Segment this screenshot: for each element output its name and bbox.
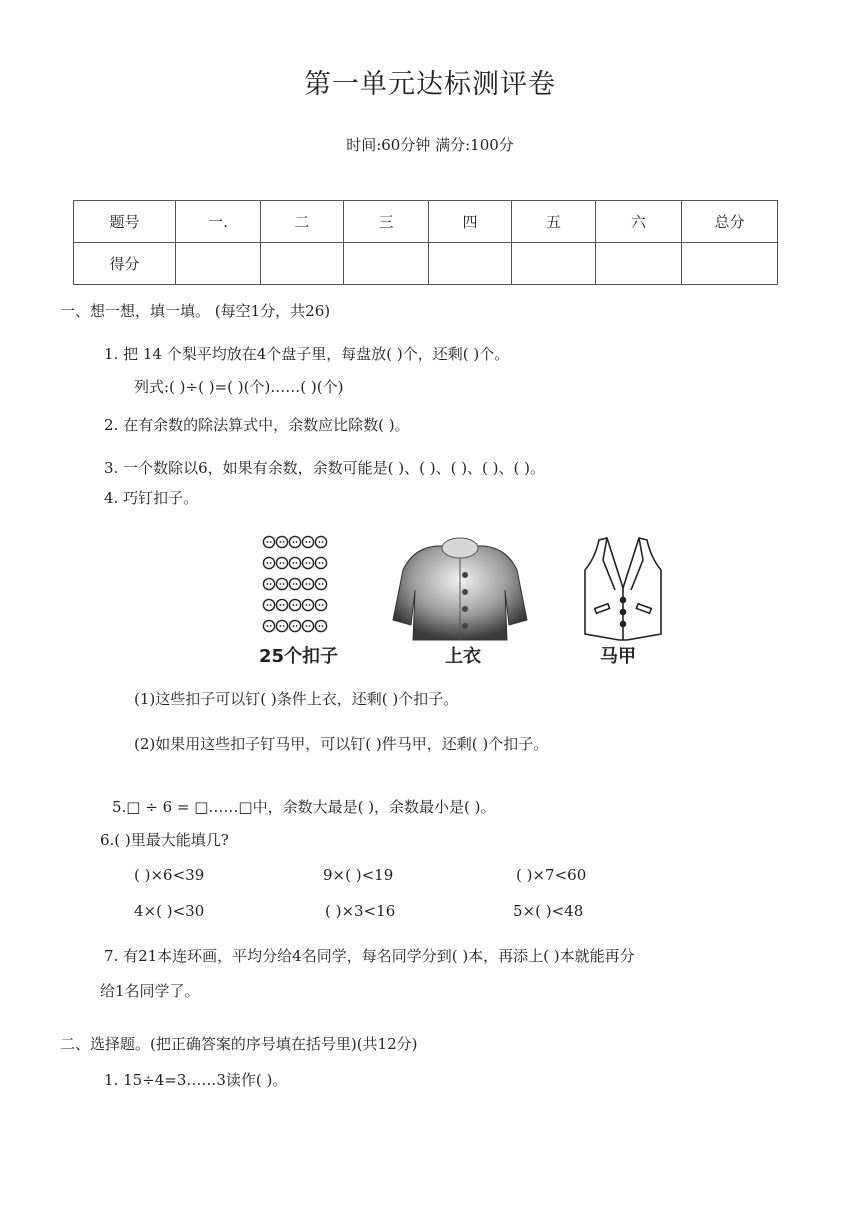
button-hole — [296, 604, 298, 606]
button-hole — [309, 541, 311, 543]
button-dot — [263, 599, 274, 610]
button-dot — [315, 578, 326, 589]
vest-icon — [585, 538, 661, 640]
button-dot — [315, 620, 326, 631]
button-dot — [289, 620, 300, 631]
page-title: 第一单元达标测评卷 — [304, 69, 556, 100]
button-hole — [267, 583, 269, 585]
score-header-cell: 题号 — [74, 201, 176, 243]
score-cell[interactable] — [429, 243, 512, 285]
button-dot — [315, 599, 326, 610]
button-dot — [302, 599, 313, 610]
button-hole — [293, 604, 295, 606]
button-dot — [289, 599, 300, 610]
question-6-item: ( )×6<39 — [134, 866, 205, 884]
button-hole — [309, 583, 311, 585]
caption-coat: 上衣 — [445, 646, 481, 667]
button-hole — [270, 583, 272, 585]
button-dot — [302, 620, 313, 631]
question-6: 6.( )里最大能填几? — [100, 831, 229, 849]
button-hole — [322, 583, 324, 585]
button-hole — [309, 625, 311, 627]
score-header-cell: 二 — [261, 201, 344, 243]
button-dot — [276, 599, 287, 610]
button-hole — [283, 625, 285, 627]
button-dot — [289, 536, 300, 547]
button-hole — [270, 625, 272, 627]
question-6-item: 9×( )<19 — [323, 866, 394, 884]
question-3: 3. 一个数除以6，如果有余数，余数可能是( )、( )、( )、( )、( )。 — [104, 459, 545, 477]
button-dot — [263, 557, 274, 568]
button-hole — [267, 604, 269, 606]
question-7: 7. 有21本连环画，平均分给4名同学，每名同学分到( )本，再添上( )本就能再分 — [104, 947, 635, 965]
button-hole — [280, 625, 282, 627]
question-2: 2. 在有余数的除法算式中，余数应比除数( )。 — [104, 416, 410, 434]
question-7-continued: 给1名同学了。 — [100, 982, 200, 1000]
score-table-score-row — [74, 243, 778, 285]
button-hole — [280, 562, 282, 564]
button-hole — [306, 604, 308, 606]
button-grid-icon — [263, 536, 326, 631]
score-cell[interactable] — [512, 243, 596, 285]
button-hole — [309, 604, 311, 606]
section2-heading: 二、选择题。(把正确答案的序号填在括号里)(共12分) — [60, 1035, 418, 1053]
button-dot — [263, 578, 274, 589]
score-header-cell: 六 — [596, 201, 682, 243]
score-cell[interactable] — [261, 243, 344, 285]
score-header-cell: 三 — [344, 201, 429, 243]
button-hole — [280, 541, 282, 543]
exam-info: 时间:60分钟 满分:100分 — [346, 136, 514, 154]
caption-buttons: 25个扣子 — [259, 646, 339, 667]
button-hole — [296, 625, 298, 627]
score-cell[interactable] — [682, 243, 778, 285]
button-hole — [306, 562, 308, 564]
button-hole — [306, 541, 308, 543]
button-hole — [296, 541, 298, 543]
button-hole — [306, 583, 308, 585]
button-hole — [296, 583, 298, 585]
caption-vest: 马甲 — [600, 646, 636, 667]
button-hole — [296, 562, 298, 564]
question-6-item: 5×( )<48 — [513, 902, 584, 920]
question-1: 1. 把 14 个梨平均放在4个盘子里，每盘放( )个，还剩( )个。 — [104, 345, 510, 363]
score-cell[interactable] — [344, 243, 429, 285]
button-hole — [319, 604, 321, 606]
button-dot — [276, 536, 287, 547]
button-hole — [270, 604, 272, 606]
button-dot — [276, 620, 287, 631]
question-4: 4. 巧钉扣子。 — [104, 489, 199, 507]
score-cell[interactable] — [176, 243, 261, 285]
button-hole — [322, 604, 324, 606]
button-hole — [322, 562, 324, 564]
question-4-2: (2)如果用这些扣子钉马甲，可以钉( )件马甲，还剩( )个扣子。 — [134, 735, 549, 753]
button-dot — [263, 536, 274, 547]
button-dot — [302, 557, 313, 568]
score-header-cell: 一. — [176, 201, 261, 243]
question-6-item: 4×( )<30 — [134, 902, 205, 920]
score-cell[interactable] — [596, 243, 682, 285]
button-dot — [302, 578, 313, 589]
button-hole — [293, 541, 295, 543]
question-5: 5.□ ÷ 6 = □……□中，余数大最是( )，余数最小是( )。 — [112, 798, 496, 816]
button-hole — [319, 625, 321, 627]
button-hole — [270, 541, 272, 543]
score-table — [73, 200, 778, 285]
coat-icon — [393, 538, 527, 640]
section1-heading: 一、想一想，填一填。 (每空1分，共26) — [60, 302, 331, 320]
button-hole — [283, 562, 285, 564]
button-hole — [293, 562, 295, 564]
button-hole — [280, 583, 282, 585]
section2-question-1: 1. 15÷4=3……3读作( )。 — [104, 1071, 288, 1089]
button-hole — [267, 625, 269, 627]
button-hole — [322, 541, 324, 543]
button-dot — [315, 557, 326, 568]
button-hole — [283, 541, 285, 543]
button-hole — [309, 562, 311, 564]
button-dot — [276, 557, 287, 568]
button-dot — [289, 578, 300, 589]
score-header-cell: 总分 — [682, 201, 778, 243]
button-dot — [315, 536, 326, 547]
button-hole — [283, 583, 285, 585]
button-hole — [270, 562, 272, 564]
score-row-label: 得分 — [74, 243, 176, 285]
button-hole — [293, 625, 295, 627]
button-hole — [319, 562, 321, 564]
button-dot — [302, 536, 313, 547]
button-hole — [306, 625, 308, 627]
score-header-cell: 五 — [512, 201, 596, 243]
question-6-item: ( )×3<16 — [325, 902, 396, 920]
button-hole — [267, 562, 269, 564]
button-dot — [289, 557, 300, 568]
button-hole — [267, 541, 269, 543]
question-6-item: ( )×7<60 — [516, 866, 587, 884]
button-hole — [280, 604, 282, 606]
score-table-header-row — [74, 201, 778, 243]
button-hole — [319, 541, 321, 543]
button-hole — [293, 583, 295, 585]
button-dot — [276, 578, 287, 589]
question-4-1: (1)这些扣子可以钉( )条件上衣，还剩( )个扣子。 — [134, 690, 459, 708]
button-hole — [283, 604, 285, 606]
button-dot — [263, 620, 274, 631]
question-1-formula: 列式:( )÷( )=( )(个)……( )(个) — [134, 378, 344, 396]
score-header-cell: 四 — [429, 201, 512, 243]
button-hole — [322, 625, 324, 627]
button-hole — [319, 583, 321, 585]
